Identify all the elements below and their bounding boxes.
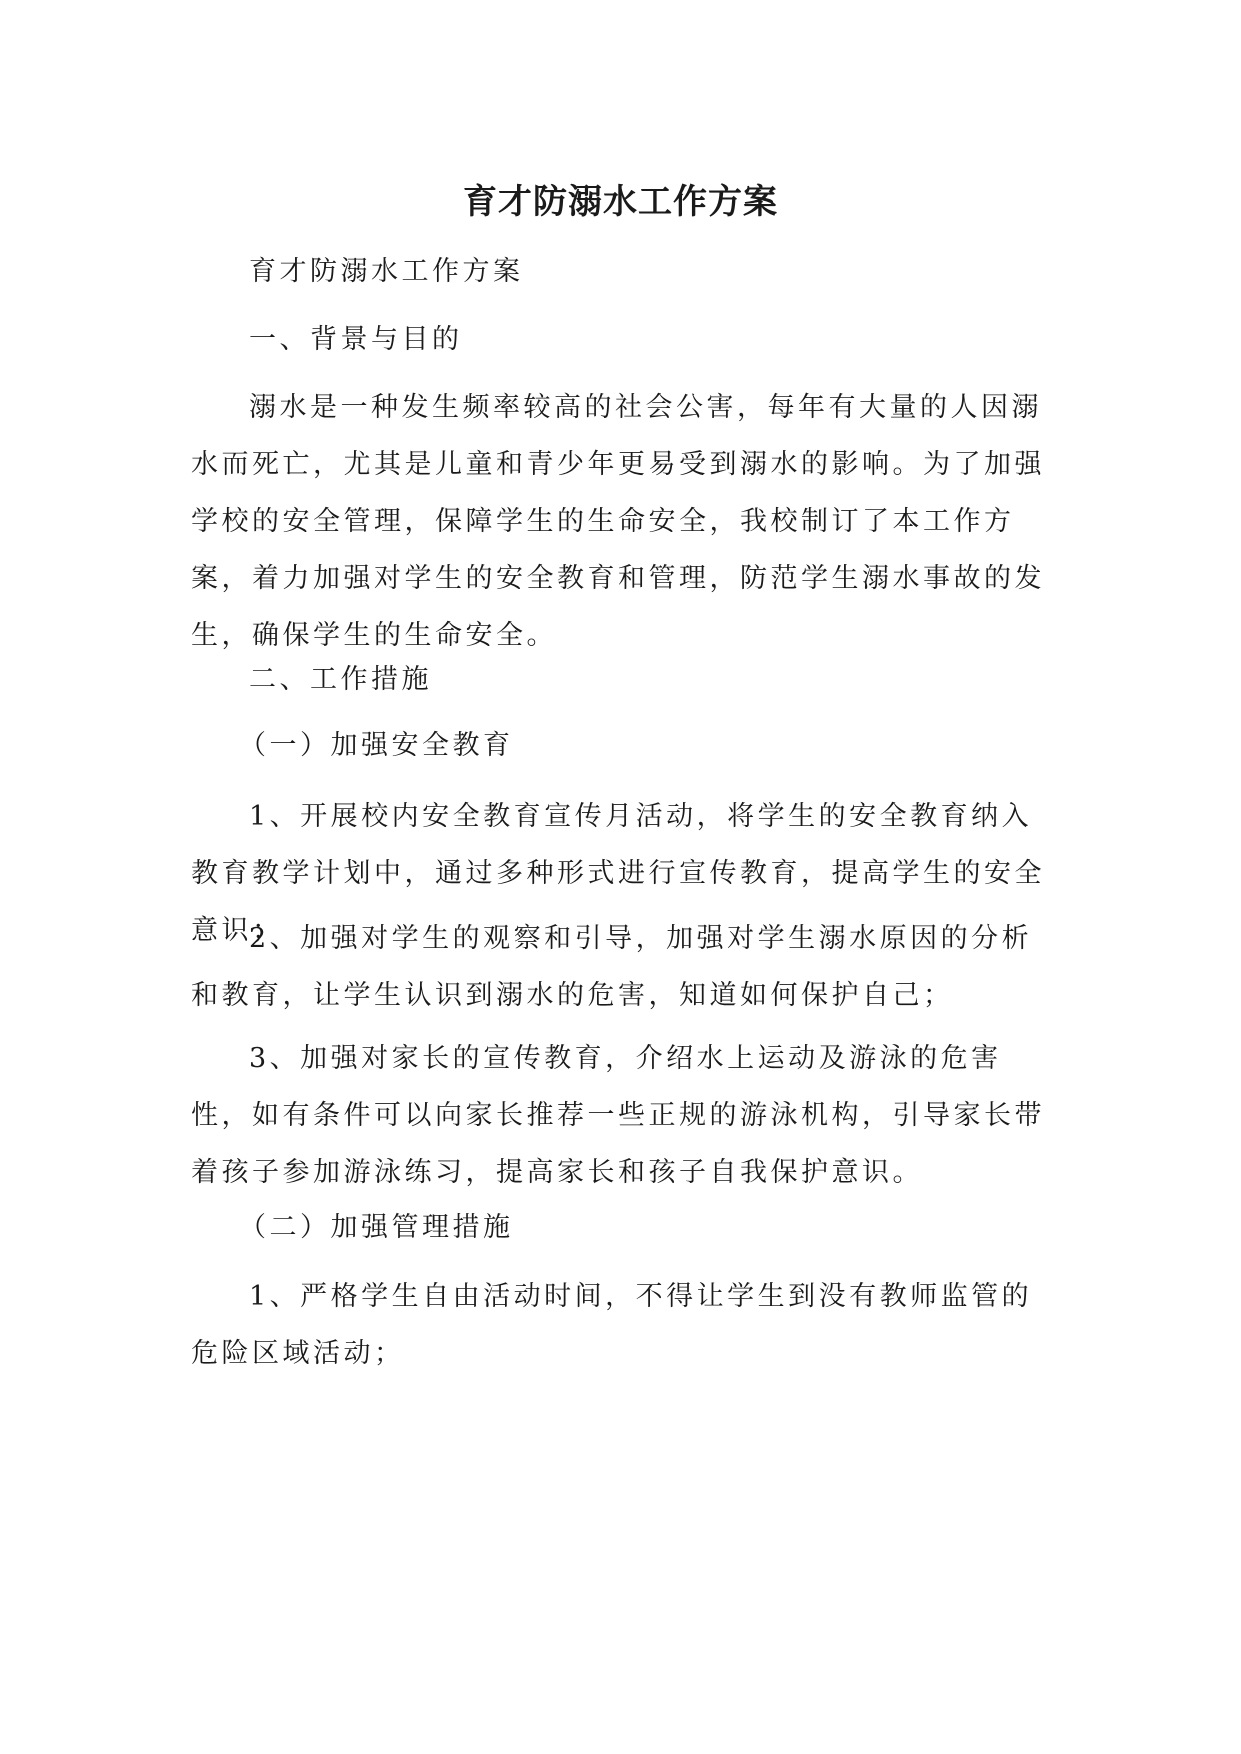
- list-item-education-3: 3、加强对家长的宣传教育，介绍水上运动及游泳的危害性，如有条件可以向家长推荐一些正规的游泳机构，引导家长带着孩子参加游泳练习，提高家长和孩子自我保护意识。: [191, 1043, 1045, 1188]
- heading-safety-education: （一）加强安全教育: [239, 730, 514, 761]
- list-item-education-1: 1、开展校内安全教育宣传月活动，将学生的安全教育纳入教育教学计划中，通过多种形式进行宣传教育，提高学生的安全意识；: [191, 801, 1045, 946]
- heading-work-measures: 二、工作措施: [249, 664, 432, 695]
- paragraph-background: 溺水是一种发生频率较高的社会公害，每年有大量的人因溺水而死亡，尤其是儿童和青少年更易受到溺水的影响。为了加强学校的安全管理，保障学生的生命安全，我校制订了本工作方案，着力加强对学生的安全教育和管理，防范学生溺水事故的发生，确保学生的生命安全。: [191, 392, 1045, 651]
- document-title: 育才防溺水工作方案: [463, 182, 778, 222]
- list-item-management-1: 1、严格学生自由活动时间，不得让学生到没有教师监管的危险区域活动；: [191, 1281, 1033, 1369]
- list-item-education-2: 2、加强对学生的观察和引导，加强对学生溺水原因的分析和教育，让学生认识到溺水的危害，知道如何保护自己；: [191, 923, 1033, 1011]
- heading-background-purpose: 一、背景与目的: [249, 324, 463, 355]
- heading-management-measures: （二）加强管理措施: [239, 1212, 514, 1243]
- paragraph-subtitle: 育才防溺水工作方案: [249, 256, 524, 287]
